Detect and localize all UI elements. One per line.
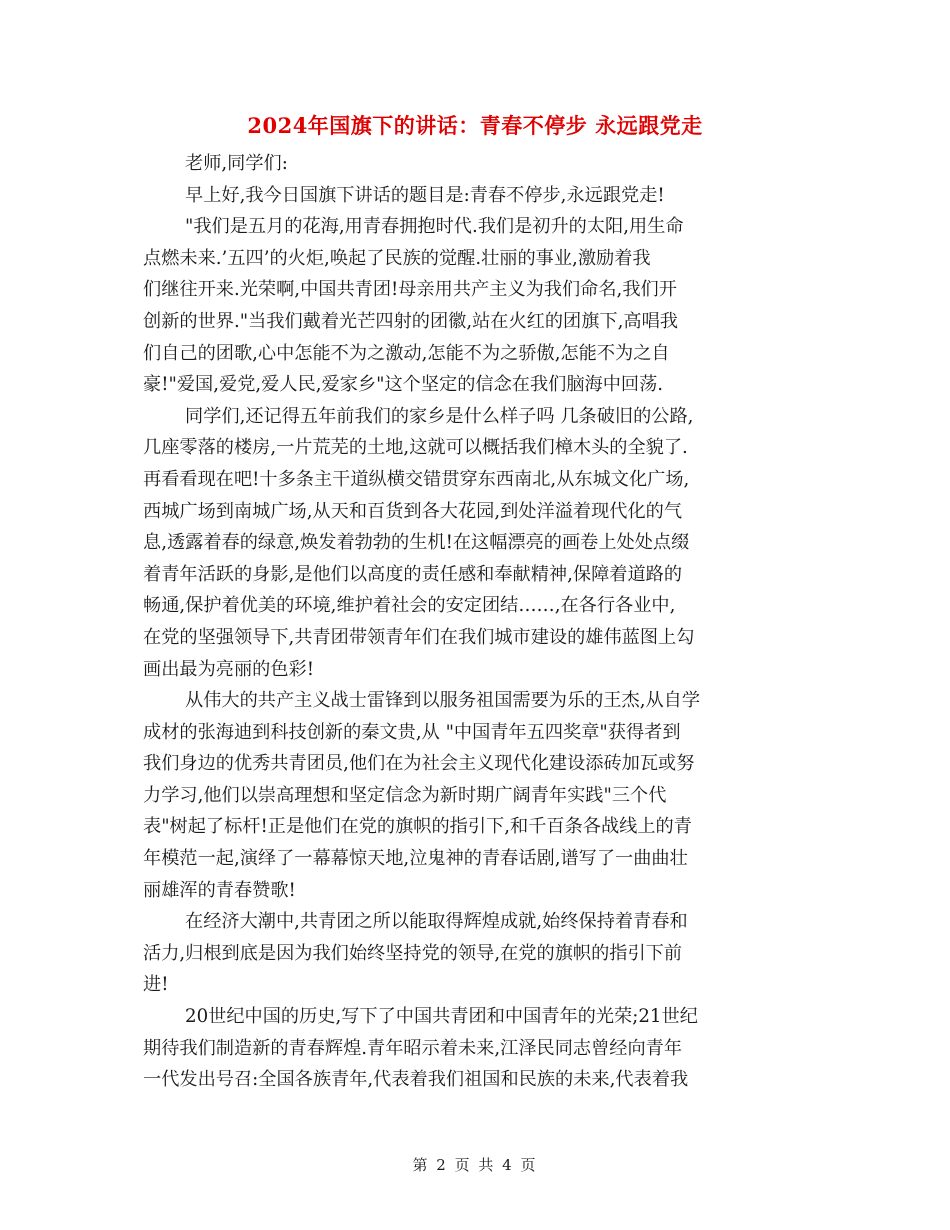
paragraph-line: 早上好,我今日国旗下讲话的题目是:青春不停步,永远跟党走! <box>185 184 665 206</box>
paragraph-line: 活力,归根到底是因为我们始终坚持党的领导,在党的旗帜的指引下前 <box>143 942 683 964</box>
document-title: 2024年国旗下的讲话：青春不停步 永远跟党走 <box>247 113 703 138</box>
paragraph-line: 们继往开来.光荣啊,中国共青团!母亲用共产主义为我们命名,我们开 <box>143 279 677 301</box>
paragraph-line: 几座零落的楼房,一片荒芜的土地,这就可以概括我们樟木头的全貌了. <box>143 437 688 459</box>
paragraph-line: 画出最为亮丽的色彩! <box>143 658 314 680</box>
paragraph-line: 从伟大的共产主义战士雷锋到以服务祖国需要为乐的王杰,从自学 <box>185 690 701 712</box>
paragraph-line: 西城广场到南城广场,从天和百货到各大花园,到处洋溢着现代化的气 <box>143 500 683 522</box>
paragraph-line: 豪!"爱国,爱党,爱人民,爱家乡"这个坚定的信念在我们脑海中回荡. <box>143 374 664 396</box>
paragraph-line: 力学习,他们以崇高理想和坚定信念为新时期广阔青年实践"三个代 <box>143 784 667 806</box>
paragraph-line: "我们是五月的花海,用青春拥抱时代.我们是初升的太阳,用生命 <box>185 216 684 238</box>
paragraph-line: 我们身边的优秀共青团员,他们在为社会主义现代化建设添砖加瓦或努 <box>143 753 695 775</box>
paragraph-line: 着青年活跃的身影,是他们以高度的责任感和奉献精神,保障着道路的 <box>143 563 683 585</box>
paragraph-line: 在党的坚强领导下,共青团带领青年们在我们城市建设的雄伟蓝图上勾 <box>143 626 695 648</box>
paragraph-line: 创新的世界."当我们戴着光芒四射的团徽,站在火红的团旗下,高唱我 <box>143 310 678 332</box>
paragraph-line: 年模范一起,演绎了一幕幕惊天地,泣鬼神的青春话剧,谱写了一曲曲壮 <box>143 848 688 870</box>
paragraph-line: 们自己的团歌,心中怎能不为之激动,怎能不为之骄傲,怎能不为之自 <box>143 342 670 364</box>
paragraph-line: 20世纪中国的历史,写下了中国共青团和中国青年的光荣;21世纪 <box>185 1006 698 1028</box>
paragraph-line: 点燃未来.’五四’的火炬,唤起了民族的觉醒.壮丽的事业,激励着我 <box>143 247 651 269</box>
paragraph-line: 丽雄浑的青春赞歌! <box>143 879 296 901</box>
paragraph-line: 在经济大潮中,共青团之所以能取得辉煌成就,始终保持着青春和 <box>185 911 688 933</box>
page-number-footer: 第 2 页 共 4 页 <box>412 1156 538 1174</box>
document-body <box>143 148 813 1096</box>
paragraph-line: 息,透露着春的绿意,焕发着勃勃的生机!在这幅漂亮的画卷上处处点缀 <box>143 532 690 554</box>
paragraph-line: 同学们,还记得五年前我们的家乡是什么样子吗 几条破旧的公路, <box>185 405 694 427</box>
paragraph-line: 期待我们制造新的青春辉煌.青年昭示着未来,江泽民同志曾经向青年 <box>143 1037 683 1059</box>
paragraph-line: 畅通,保护着优美的环境,维护着社会的安定团结……,在各行各业中, <box>143 595 676 617</box>
salutation-line: 老师,同学们: <box>185 153 288 174</box>
paragraph-line: 再看看现在吧!十多条主干道纵横交错贯穿东西南北,从东城文化广场, <box>143 468 690 490</box>
paragraph-line: 进! <box>143 974 169 996</box>
paragraph-line: 成材的张海迪到科技创新的秦文贵,从 "中国青年五四奖章"获得者到 <box>143 721 681 743</box>
paragraph-line: 一代发出号召:全国各族青年,代表着我们祖国和民族的未来,代表着我 <box>143 1069 689 1091</box>
paragraph-line: 表"树起了标杆!正是他们在党的旗帜的指引下,和千百条各战线上的青 <box>143 816 692 838</box>
